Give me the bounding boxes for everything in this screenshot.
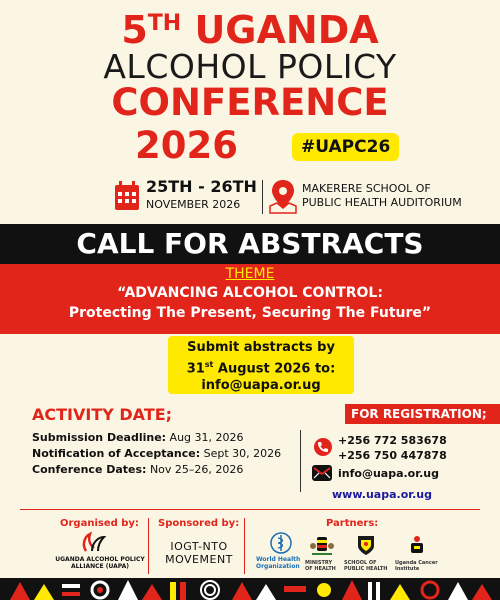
submission-box: Submit abstracts by 31st August 2026 to: info@uapa.or.ug [168,336,354,394]
activity-item: Notification of Acceptance: Sept 30, 2026 [32,447,282,460]
phone-icon [314,438,332,456]
phone-number[interactable]: +256 772 583678 [338,434,447,447]
email-icon [312,465,332,481]
footer-divider [20,509,480,510]
title-line-2: ALCOHOL POLICY [103,47,397,86]
uapa-logo-icon [78,531,108,553]
title-line-3: CONFERENCE [111,81,389,124]
website-link[interactable]: www.uapa.or.ug [332,488,432,501]
call-for-abstracts-banner: CALL FOR ABSTRACTS [0,224,500,264]
sponsored-by-label: Sponsored by: [158,518,240,529]
activity-item: Conference Dates: Nov 25–26, 2026 [32,463,244,476]
activity-title: ACTIVITY DATE; [32,405,173,424]
who-name: World Health Organization [256,556,301,570]
makerere-crest-icon [354,534,378,556]
event-dates: 25TH - 26TH NOVEMBER 2026 [146,177,257,211]
who-logo-icon [270,532,292,554]
registration-banner: FOR REGISTRATION; [345,404,500,424]
activity-item: Submission Deadline: Aug 31, 2026 [32,431,244,444]
theme-text-line-2: Protecting The Present, Securing The Future” [68,305,432,321]
footer-separator [148,518,149,574]
cancer-institute-name: Uganda Cancer Institute [395,560,438,572]
iogt-logo-text: IOGT-NTO MOVEMENT [165,540,233,566]
cancer-institute-logo-icon [405,534,429,556]
registration-email[interactable]: info@uapa.or.ug [338,467,439,480]
theme-label: THEME [225,266,275,282]
organised-by-label: Organised by: [60,518,139,529]
event-info [0,178,500,218]
venue: MAKERERE SCHOOL OF PUBLIC HEALTH AUDITORIUM [302,182,462,209]
title-line-1: 5TH UGANDA [121,8,379,52]
conference-title [0,10,500,122]
ministry-name: MINISTRY OF HEALTH [305,560,336,572]
uapa-name: UGANDA ALCOHOL POLICY ALLIANCE (UAPA) [55,556,145,570]
contact-divider [300,430,301,492]
footer-separator [244,518,245,574]
conference-year: 2026 [135,124,238,167]
school-name: SCHOOL OF PUBLIC HEALTH [344,560,388,572]
location-pin-icon [268,178,298,214]
calendar-icon [114,181,140,211]
uganda-crest-icon [310,534,334,556]
theme-text-line-1: “ADVANCING ALCOHOL CONTROL: [117,285,383,301]
hashtag-badge: #UAPC26 [292,133,399,161]
decorative-pattern-strip [0,578,500,600]
info-divider [262,180,263,214]
phone-number[interactable]: +256 750 447878 [338,449,447,462]
submission-email[interactable]: info@uapa.or.ug [201,378,321,394]
partners-label: Partners: [326,518,379,529]
